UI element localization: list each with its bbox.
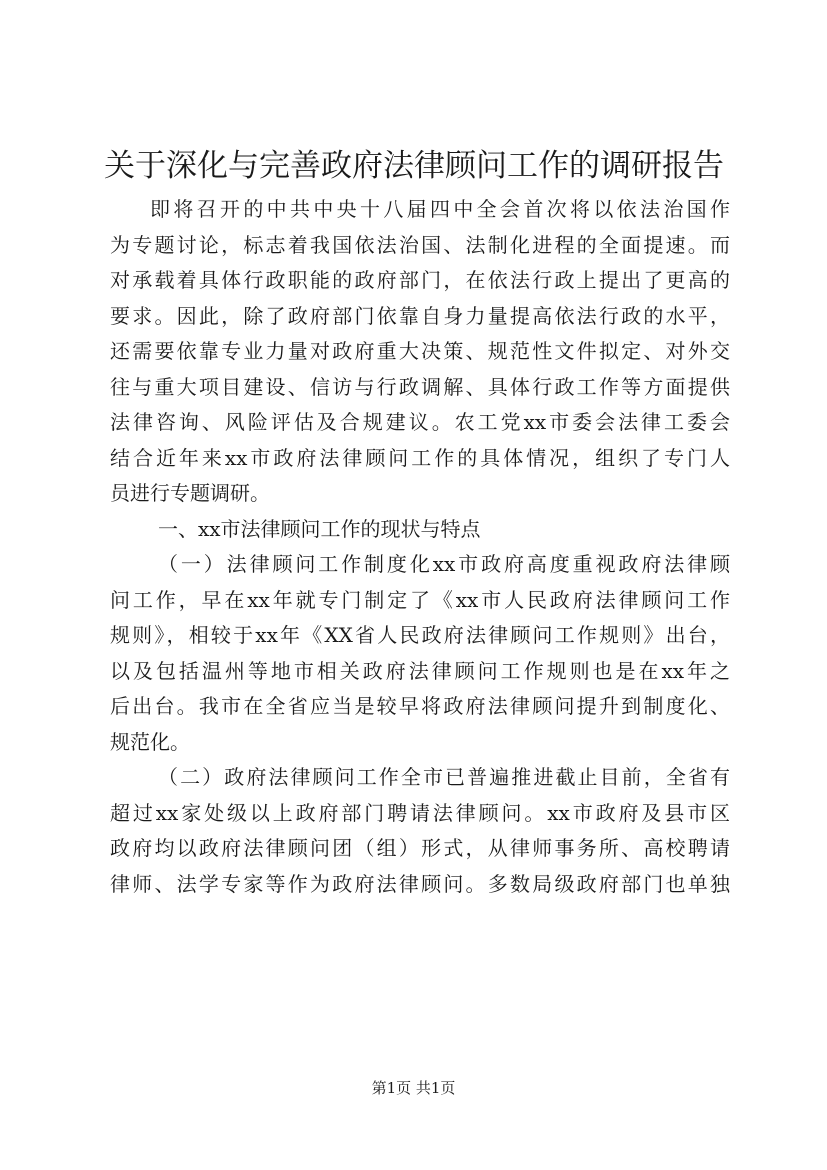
text-line: 结合近年来xx市政府法律顾问工作的具体情况，组织了专门人 — [110, 445, 730, 470]
text-line: 要求。因此，除了政府部门依靠自身力量提高依法行政的水平， — [110, 303, 730, 328]
text-line: 一、xx市法律顾问工作的现状与特点 — [158, 516, 481, 541]
text-line: 以及包括温州等地市相关政府法律顾问工作规则也是在xx年之 — [110, 658, 730, 683]
text-line: 超过xx家处级以上政府部门聘请法律顾问。xx市政府及县市区 — [110, 800, 730, 825]
text-line: 对承载着具体行政职能的政府部门，在依法行政上提出了更高的 — [110, 268, 730, 292]
text-line: 为专题讨论，标志着我国依法治国、法制化进程的全面提速。而 — [110, 232, 730, 257]
document-title: 关于深化与完善政府法律顾问工作的调研报告 — [104, 148, 724, 184]
text-line: 后出台。我市在全省应当是较早将政府法律顾问提升到制度化、 — [110, 694, 730, 718]
text-line: 问工作，早在xx年就专门制定了《xx市人民政府法律顾问工作 — [110, 587, 730, 612]
text-line: 法律咨询、风险评估及合规建议。农工党xx市委会法律工委会 — [110, 410, 730, 434]
page-number-footer: 第1页 共1页 — [371, 1079, 456, 1097]
text-line: 政府均以政府法律顾问团（组）形式，从律师事务所、高校聘请 — [110, 836, 730, 860]
text-line: 往与重大项目建设、信访与行政调解、具体行政工作等方面提供 — [110, 374, 730, 399]
document-body — [110, 192, 730, 902]
paragraph-section-2 — [110, 760, 730, 902]
text-line: 律师、法学专家等作为政府法律顾问。多数局级政府部门也单独 — [110, 871, 730, 896]
text-line: （二）政府法律顾问工作全市已普遍推进截止目前，全省有 — [158, 765, 730, 789]
text-line: 规范化。 — [110, 729, 190, 754]
paragraph-section-1 — [110, 547, 730, 760]
text-line: 员进行专题调研。 — [110, 481, 270, 505]
text-line: （一）法律顾问工作制度化xx市政府高度重视政府法律顾 — [158, 552, 730, 576]
section-heading — [110, 512, 730, 548]
text-line: 还需要依靠专业力量对政府重大决策、规范性文件拟定、对外交 — [110, 339, 730, 363]
text-line: 即将召开的中共中央十八届四中全会首次将以依法治国作 — [150, 197, 730, 221]
paragraph-intro — [110, 192, 730, 512]
text-line: 规则》，相较于xx年《XX省人民政府法律顾问工作规则》出台， — [110, 623, 730, 647]
